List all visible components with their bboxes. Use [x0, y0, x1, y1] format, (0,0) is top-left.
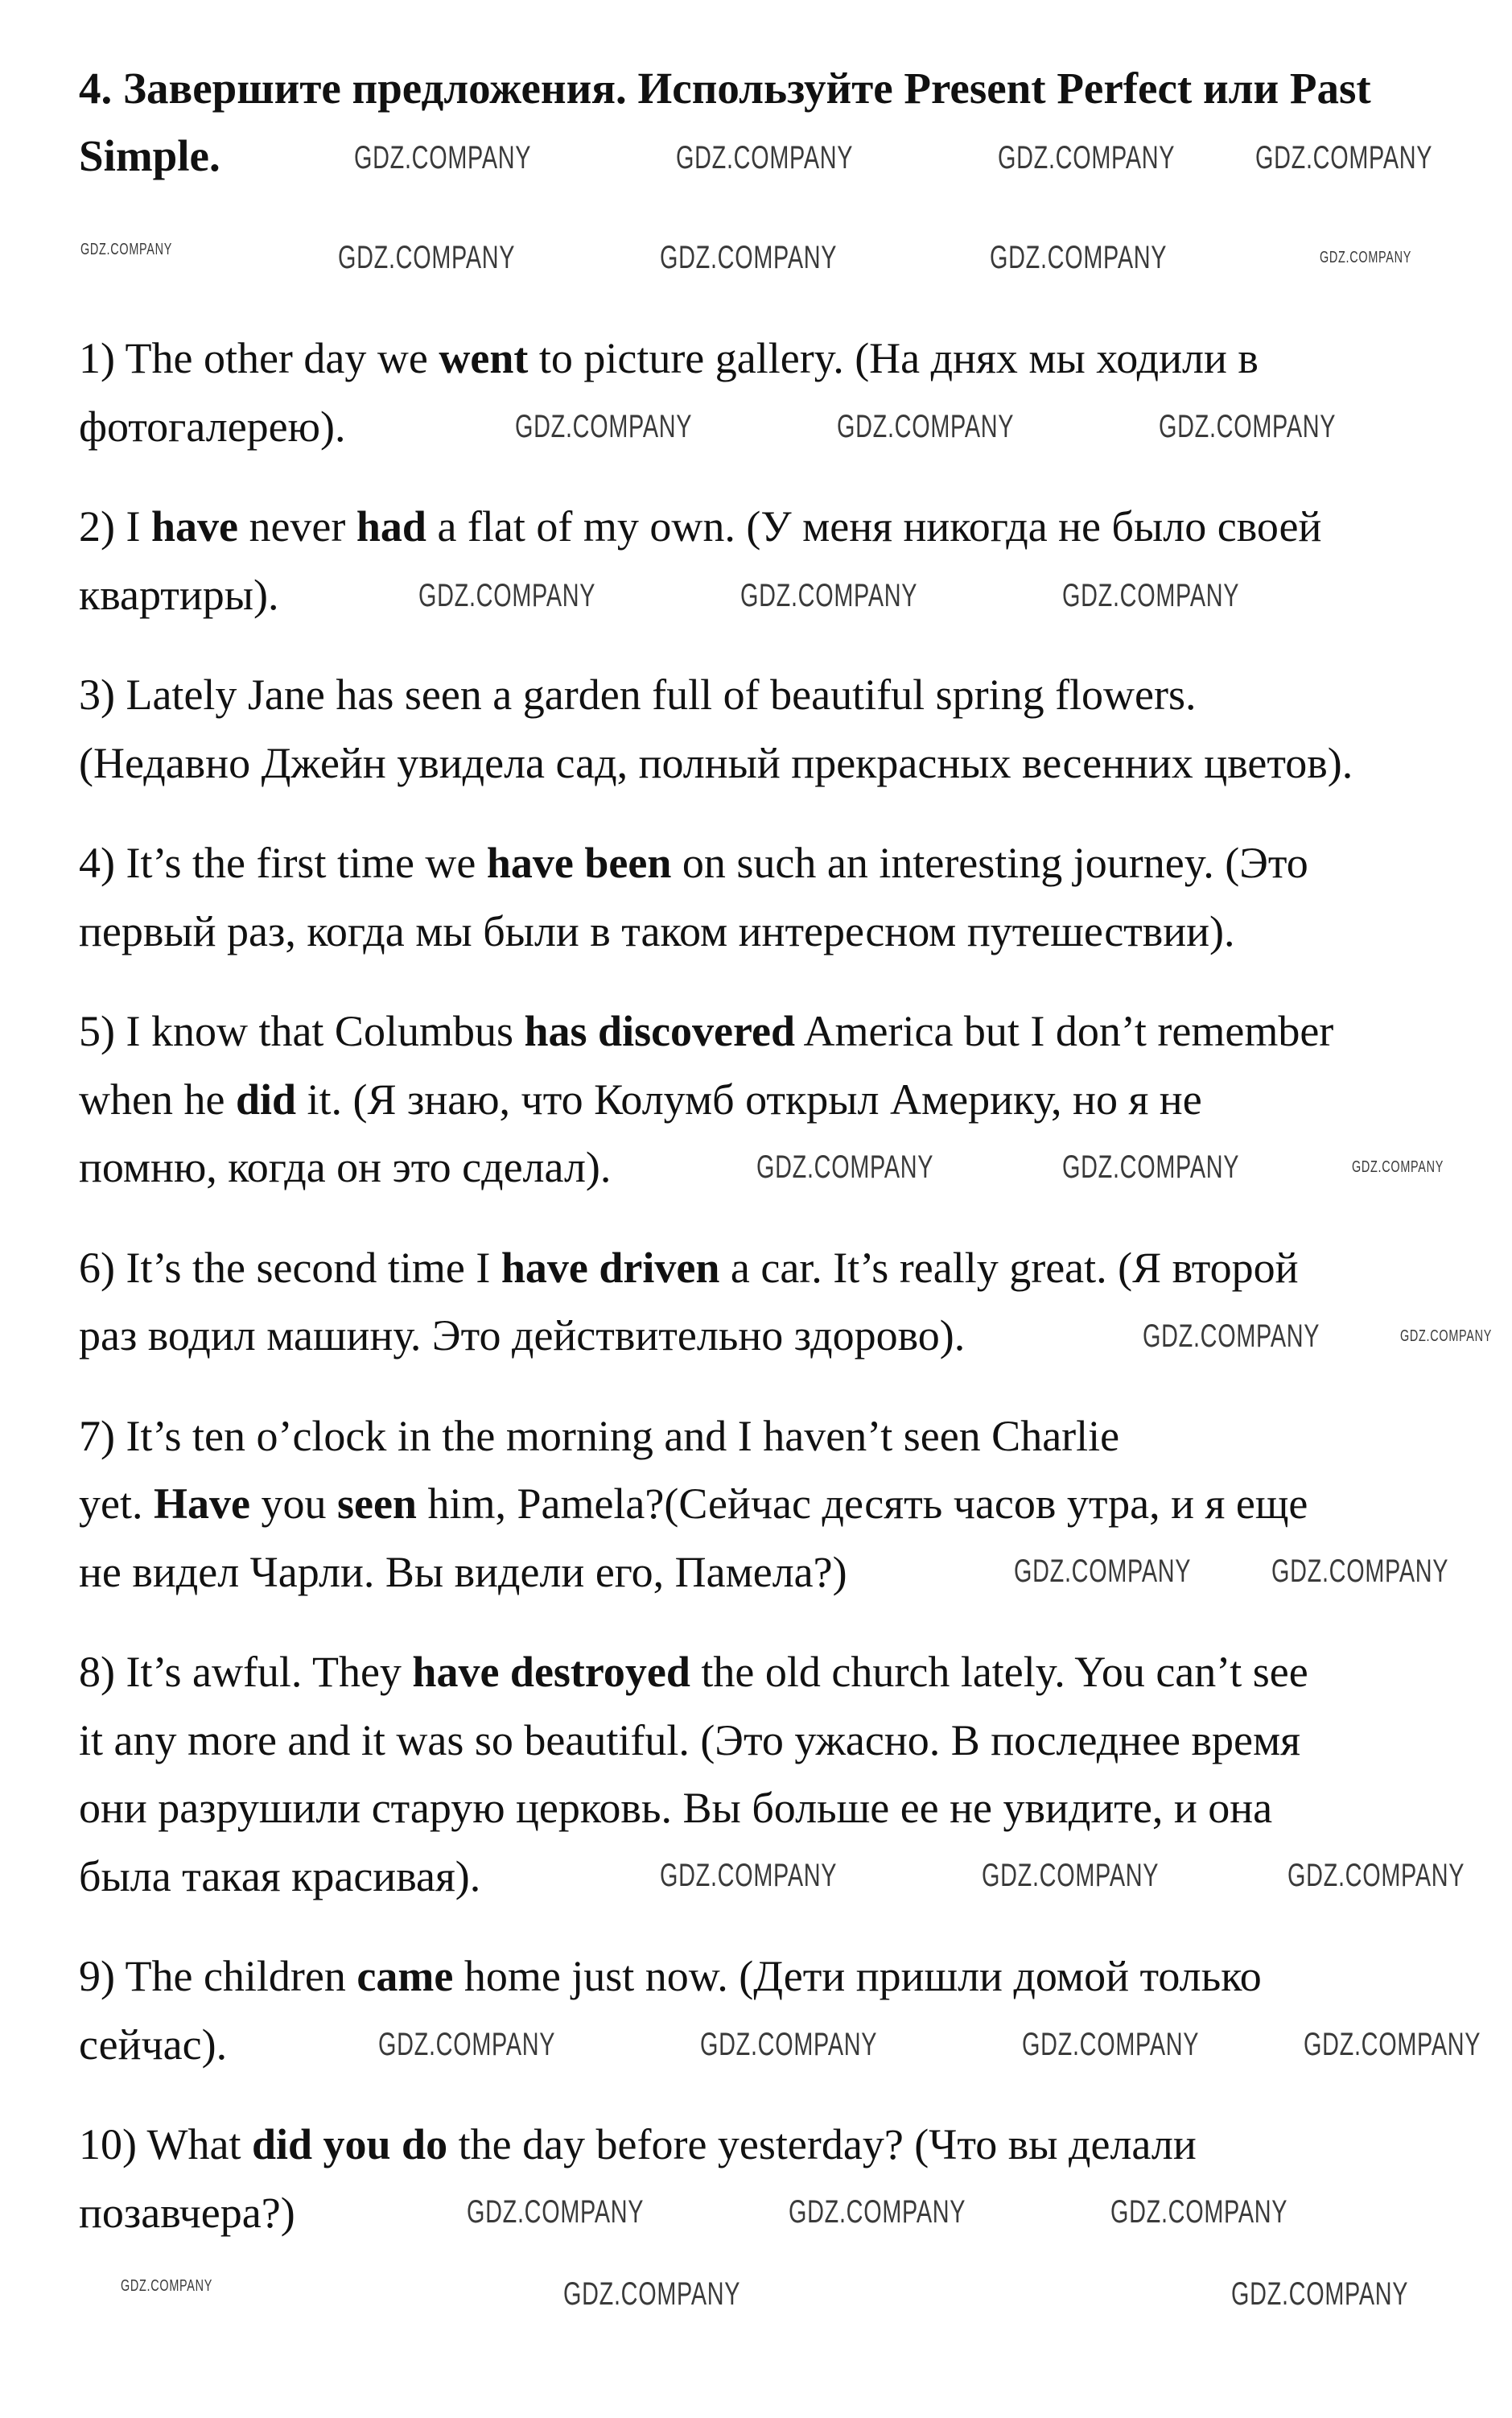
answer-item-8: [79, 1638, 1353, 1910]
answer-text: on such an interesting journey. (Это: [671, 839, 1308, 887]
watermark-text: GDZ.COMPANY: [1304, 2027, 1481, 2062]
answer-line: [79, 493, 1321, 561]
answer-item-9: [79, 1942, 1353, 2078]
answer-text: 3) Lately Jane has seen a garden full of beautiful spring flowers.: [79, 671, 1197, 719]
watermark-text: GDZ.COMPANY: [756, 1149, 934, 1185]
watermark-text: GDZ.COMPANY: [467, 2194, 645, 2230]
answer-verb-bold: did you do: [251, 2120, 448, 2168]
answer-text: yet.: [79, 1479, 154, 1528]
answers-list: [79, 324, 1353, 2279]
answer-line: [79, 1402, 1119, 1471]
watermark-text: GDZ.COMPANY: [121, 2277, 213, 2295]
answer-text: 10) What: [79, 2120, 252, 2168]
answer-verb-bold: has discovered: [524, 1007, 796, 1055]
watermark-text: GDZ.COMPANY: [1255, 140, 1433, 175]
watermark-text: GDZ.COMPANY: [1400, 1327, 1493, 1345]
answer-text: when he: [79, 1075, 236, 1124]
answer-item-3: [79, 661, 1353, 797]
answer-line: [79, 729, 1353, 798]
answer-text: квартиры).: [79, 570, 279, 619]
watermark-text: GDZ.COMPANY: [515, 409, 693, 444]
answer-verb-bold: came: [356, 1952, 454, 2000]
answer-item-6: [79, 1234, 1353, 1370]
watermark-text: GDZ.COMPANY: [80, 241, 173, 258]
answer-text: сейчас).: [79, 2020, 228, 2069]
answer-verb-bold: have: [150, 502, 238, 551]
exercise-title: [79, 55, 1371, 190]
answer-line: [79, 1638, 1308, 1706]
answer-verb-bold: have destroyed: [412, 1648, 690, 1696]
answer-text: it. (Я знаю, что Колумб открыл Америку, но я не: [296, 1075, 1202, 1124]
answer-line: [79, 1234, 1299, 1302]
answer-verb-bold: had: [356, 502, 426, 551]
watermark-text: GDZ.COMPANY: [998, 140, 1176, 175]
answer-line: [79, 1470, 1308, 1538]
answer-line: [79, 661, 1197, 729]
answer-text: never: [237, 502, 356, 551]
watermark-text: GDZ.COMPANY: [982, 1858, 1160, 1893]
watermark-text: GDZ.COMPANY: [563, 2276, 741, 2312]
watermark-text: GDZ.COMPANY: [378, 2027, 556, 2062]
title-line: Simple.: [79, 131, 220, 180]
answer-item-4: [79, 829, 1353, 965]
watermark-text: GDZ.COMPANY: [338, 240, 516, 275]
watermark-text: GDZ.COMPANY: [1014, 1554, 1192, 1589]
answer-text: a car. It’s really great. (Я второй: [719, 1243, 1299, 1292]
answer-text: они разрушили старую церковь. Вы больше ее не увидите, и она: [79, 1784, 1273, 1832]
watermark-text: GDZ.COMPANY: [1062, 1149, 1240, 1185]
answer-text: the day before yesterday? (Что вы делали: [447, 2120, 1197, 2168]
answer-text: it any more and it was so beautiful. (Это ужасно. В последнее время: [79, 1715, 1300, 1764]
answer-text: 2) I: [79, 502, 151, 551]
answer-text: позавчера?): [79, 2188, 295, 2237]
watermark-text: GDZ.COMPANY: [1062, 578, 1240, 613]
watermark-text: GDZ.COMPANY: [676, 140, 854, 175]
answer-text: первый раз, когда мы были в таком интересном путешествии).: [79, 906, 1235, 955]
answer-text: you: [249, 1479, 337, 1528]
answer-item-5: [79, 997, 1353, 1202]
watermark-text: GDZ.COMPANY: [418, 578, 596, 613]
answer-text: 1) The other day we: [79, 334, 439, 382]
answer-line: [79, 1842, 480, 1911]
answer-line: [79, 561, 279, 629]
answer-text: 6) It’s the second time I: [79, 1243, 501, 1292]
answer-line: [79, 829, 1308, 897]
watermark-text: GDZ.COMPANY: [1352, 1158, 1444, 1176]
answer-line: [79, 897, 1235, 966]
answer-verb-bold: have been: [486, 839, 672, 887]
answer-text: 8) It’s awful. They: [79, 1648, 413, 1696]
answer-line: [79, 1066, 1202, 1134]
answer-text: 9) The children: [79, 1952, 357, 2000]
answer-verb-bold: have driven: [501, 1243, 720, 1292]
watermark-text: GDZ.COMPANY: [700, 2027, 878, 2062]
answer-text: 7) It’s ten o’clock in the morning and I haven’t seen Charlie: [79, 1411, 1120, 1460]
answer-line: [79, 1302, 965, 1370]
answer-line: [79, 1538, 847, 1607]
answer-text: помню, когда он это сделал).: [79, 1143, 612, 1191]
answer-line: [79, 393, 345, 461]
answer-item-2: [79, 493, 1353, 629]
answer-text: 5) I know that Columbus: [79, 1007, 525, 1055]
answer-text: a flat of my own. (У меня никогда не было своей: [426, 502, 1322, 551]
watermark-text: GDZ.COMPANY: [1320, 249, 1412, 266]
watermark-text: GDZ.COMPANY: [660, 240, 838, 275]
answer-text: была такая красивая).: [79, 1851, 481, 1900]
answer-item-1: [79, 324, 1353, 460]
answer-line: [79, 1133, 611, 1202]
answer-text: фотогалерею).: [79, 402, 346, 451]
answer-text: (Недавно Джейн увидела сад, полный прекрасных весенних цветов).: [79, 738, 1353, 787]
watermark-text: GDZ.COMPANY: [740, 578, 918, 613]
answer-text: не видел Чарли. Вы видели его, Памела?): [79, 1547, 847, 1596]
watermark-text: GDZ.COMPANY: [1231, 2276, 1409, 2312]
answer-text: раз водил машину. Это действительно здорово).: [79, 1311, 966, 1360]
watermark-text: GDZ.COMPANY: [1271, 1554, 1449, 1589]
answer-verb-bold: went: [439, 334, 529, 382]
answer-line: [79, 1942, 1262, 2011]
watermark-text: GDZ.COMPANY: [1110, 2194, 1288, 2230]
answer-text: America but I don’t remember: [795, 1007, 1334, 1055]
watermark-text: GDZ.COMPANY: [660, 1858, 838, 1893]
answer-text: him, Pamela?(Сейчас десять часов утра, и я еще: [416, 1479, 1308, 1528]
answer-verb-bold: seen: [336, 1479, 417, 1528]
watermark-text: GDZ.COMPANY: [990, 240, 1168, 275]
answer-line: [79, 2011, 227, 2079]
answer-verb-bold: did: [235, 1075, 297, 1124]
watermark-text: GDZ.COMPANY: [837, 409, 1015, 444]
answer-text: the old church lately. You can’t see: [690, 1648, 1308, 1696]
answer-item-7: [79, 1402, 1353, 1607]
answer-line: [79, 324, 1259, 393]
answer-line: [79, 1774, 1272, 1842]
watermark-text: GDZ.COMPANY: [1143, 1318, 1320, 1354]
answer-line: [79, 1706, 1300, 1775]
watermark-text: GDZ.COMPANY: [354, 140, 532, 175]
answer-line: [79, 2111, 1197, 2179]
title-line: 4. Завершите предложения. Используйте Present Perfect или Past: [79, 64, 1371, 113]
answer-verb-bold: Have: [153, 1479, 250, 1528]
answer-text: to picture gallery. (На днях мы ходили в: [528, 334, 1259, 382]
answer-text: 4) It’s the first time we: [79, 839, 487, 887]
answer-text: home just now. (Дети пришли домой только: [453, 1952, 1262, 2000]
watermark-text: GDZ.COMPANY: [1022, 2027, 1200, 2062]
watermark-text: GDZ.COMPANY: [1287, 1858, 1465, 1893]
answer-line: [79, 997, 1333, 1066]
watermark-text: GDZ.COMPANY: [1159, 409, 1337, 444]
answer-item-10: [79, 2111, 1353, 2247]
answer-line: [79, 2179, 295, 2247]
watermark-text: GDZ.COMPANY: [789, 2194, 966, 2230]
